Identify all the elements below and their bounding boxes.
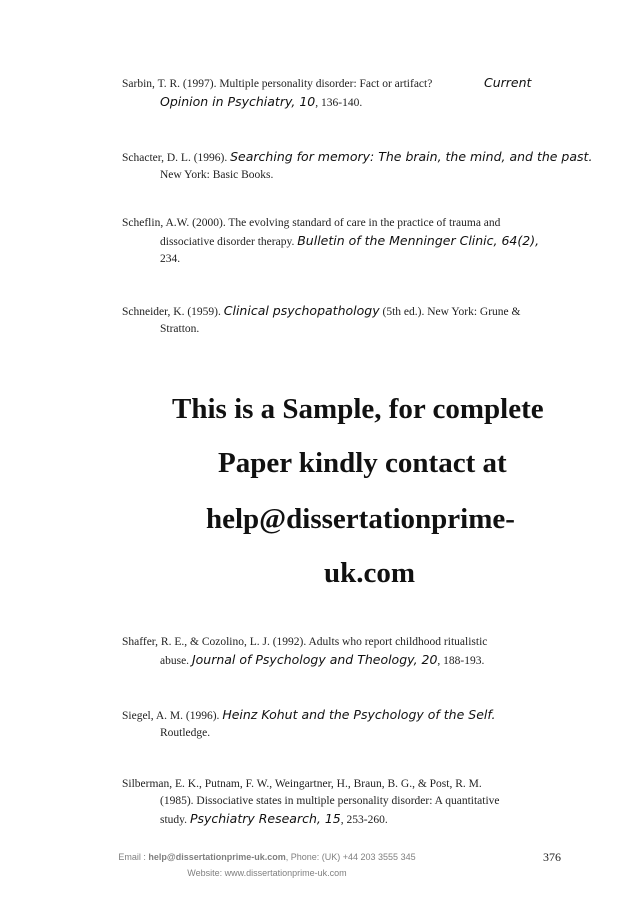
reference-publisher: New York: Basic Books. bbox=[160, 169, 274, 181]
reference-line2: (1985). Dissociative states in multiple personality disorder: A quantitative bbox=[160, 795, 500, 807]
reference-pages: , 136-140. bbox=[315, 97, 363, 109]
page-number: 376 bbox=[543, 850, 561, 864]
reference-title: Clinical psychopathology bbox=[223, 303, 380, 318]
reference-authors: Scheflin, A.W. (2000). The evolving standard of care in the practice of trauma and bbox=[122, 217, 501, 229]
reference-title: Psychiatry Research, 15 bbox=[189, 811, 341, 826]
reference-publisher: Stratton. bbox=[160, 323, 200, 335]
footer-contact bbox=[0, 852, 586, 862]
sample-banner-line4: uk.com bbox=[324, 557, 416, 589]
footer-website[interactable]: Website: www.dissertationprime-uk.com bbox=[187, 868, 347, 878]
reference-line2: dissociative disorder therapy. bbox=[160, 236, 295, 248]
footer-email-link[interactable]: help@dissertationprime-uk.com bbox=[148, 852, 286, 862]
reference-title: Current bbox=[484, 75, 532, 90]
reference-publisher: Routledge. bbox=[160, 727, 211, 739]
reference-schacter bbox=[122, 148, 638, 184]
reference-title: Bulletin of the Menninger Clinic, 64(2), bbox=[297, 233, 540, 248]
footer-phone: , Phone: (UK) +44 203 3555 345 bbox=[285, 852, 416, 862]
reference-siegel bbox=[122, 706, 622, 742]
reference-line3: study. bbox=[160, 814, 188, 826]
reference-pages: , 188-193. bbox=[437, 655, 485, 667]
reference-title: Searching for memory: The brain, the mind, and the past. bbox=[230, 149, 593, 164]
sample-banner-line1: This is a Sample, for complete bbox=[172, 393, 544, 425]
reference-line2: abuse. bbox=[160, 655, 190, 667]
reference-title: Journal of Psychology and Theology, 20 bbox=[191, 652, 438, 667]
sample-banner-line3: help@dissertationprime- bbox=[206, 503, 515, 535]
footer-email-label: Email : bbox=[118, 852, 149, 862]
reference-pages: 234. bbox=[160, 253, 181, 265]
reference-authors: Silberman, E. K., Putnam, F. W., Weingartner, H., Braun, B. G., & Post, R. M. bbox=[122, 778, 482, 790]
reference-schneider bbox=[122, 302, 622, 338]
reference-authors: Schneider, K. (1959). bbox=[122, 306, 221, 318]
reference-sarbin bbox=[122, 76, 622, 112]
reference-title: Heinz Kohut and the Psychology of the Self. bbox=[222, 707, 496, 722]
reference-shaffer bbox=[122, 634, 622, 670]
reference-authors: Schacter, D. L. (1996). bbox=[122, 152, 228, 164]
reference-edition: (5th ed.). New York: Grune & bbox=[382, 306, 521, 318]
reference-pages: , 253-260. bbox=[340, 814, 388, 826]
reference-title-cont: Opinion in Psychiatry, 10 bbox=[160, 94, 316, 109]
reference-authors: Shaffer, R. E., & Cozolino, L. J. (1992). Adults who report childhood ritualistic bbox=[122, 636, 488, 648]
reference-silberman bbox=[122, 776, 622, 829]
reference-authors: Sarbin, T. R. (1997). Multiple personality disorder: Fact or artifact? bbox=[122, 78, 433, 90]
reference-authors: Siegel, A. M. (1996). bbox=[122, 710, 220, 722]
sample-banner-line2: Paper kindly contact at bbox=[218, 447, 507, 479]
reference-scheflin bbox=[122, 215, 622, 268]
